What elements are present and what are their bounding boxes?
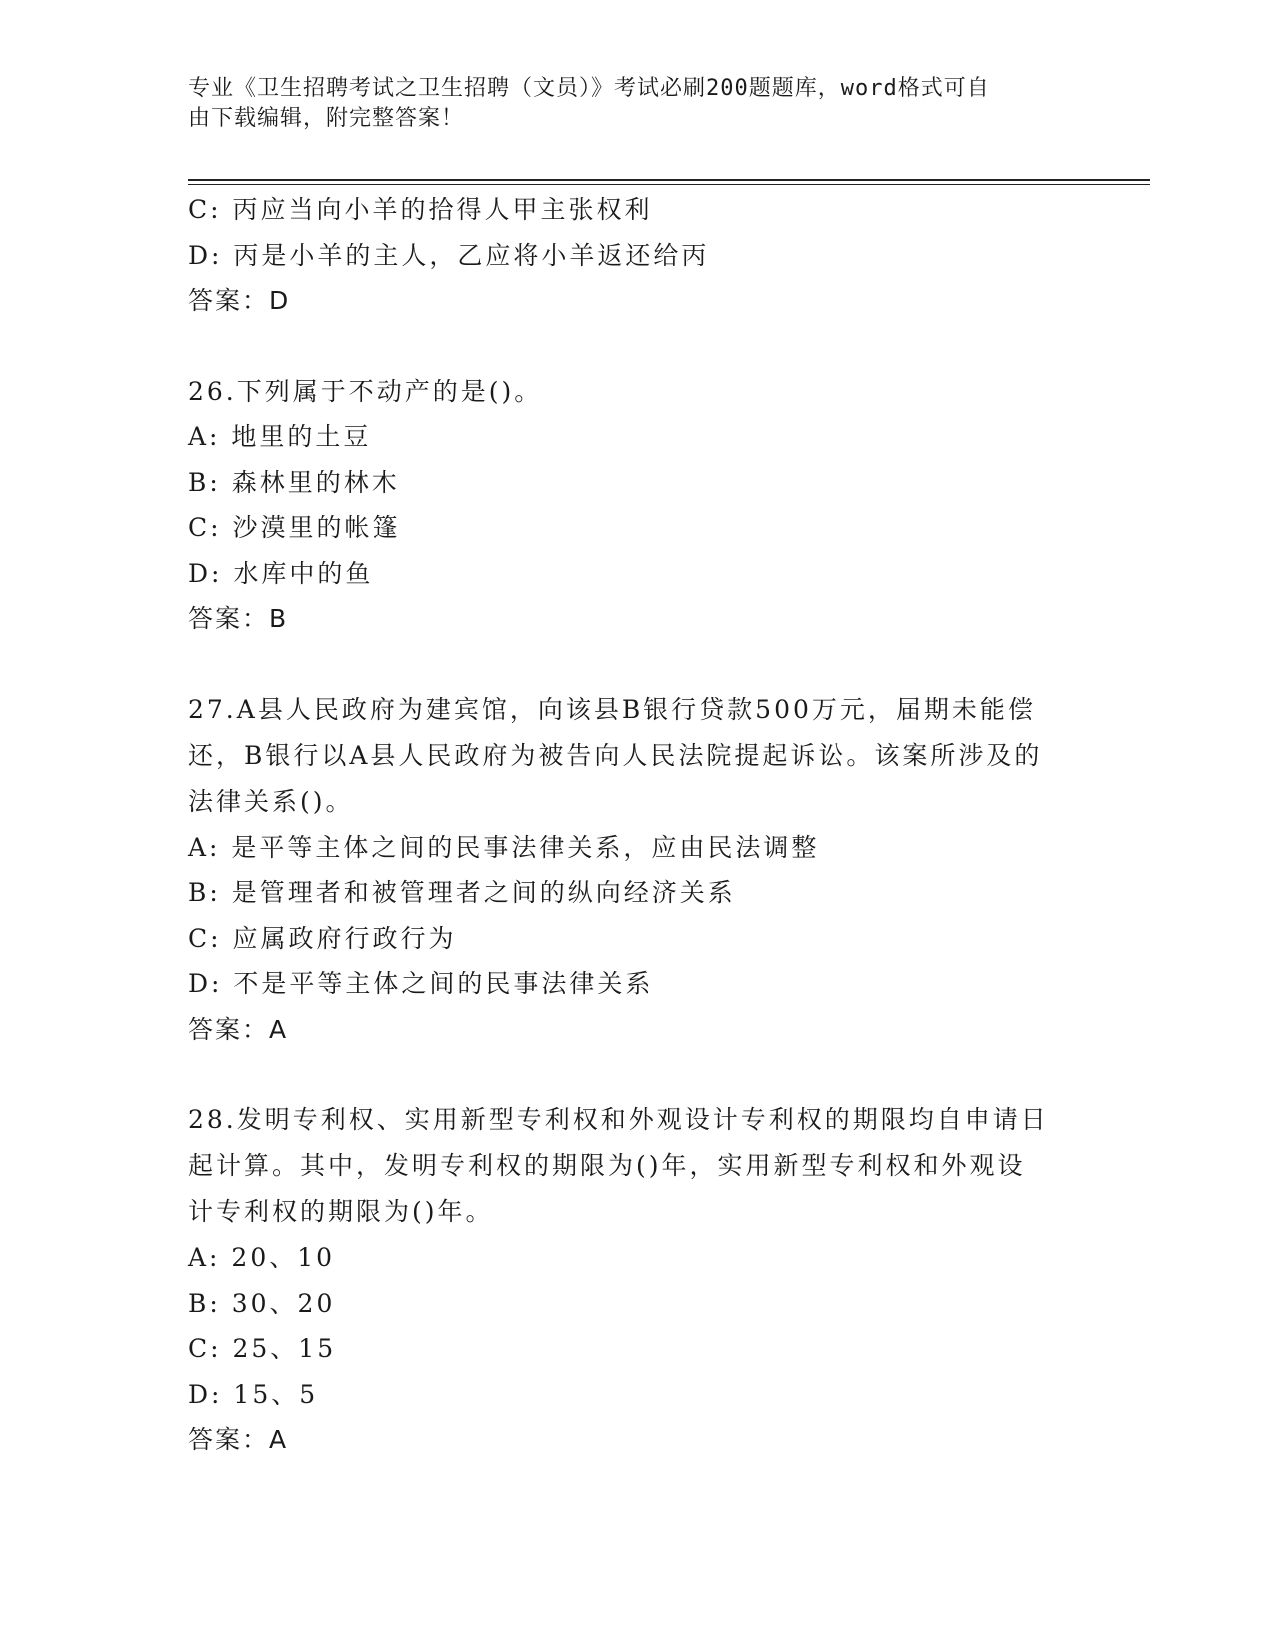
option-d: D: 不是平等主体之间的民事法律关系 xyxy=(188,969,654,998)
option-b: B: 30、20 xyxy=(188,1288,336,1318)
option-c: C: 应属政府行政行为 xyxy=(188,923,457,953)
header-line-1: 专业《卫生招聘考试之卫生招聘（文员）》考试必刷200题题库，word格式可自 xyxy=(188,76,990,101)
question-block-27 xyxy=(188,687,1088,1053)
question-stem: 28.发明专利权、实用新型专利权和外观设计专利权的期限均自申请日 xyxy=(188,1105,1049,1134)
question-stem: 计专利权的期限为()年。 xyxy=(188,1197,494,1226)
question-stem: 26.下列属于不动产的是()。 xyxy=(188,376,543,406)
option-a: A: 地里的土豆 xyxy=(188,422,372,451)
option-d: D: 水库中的鱼 xyxy=(188,558,374,588)
question-block-26 xyxy=(188,369,1088,642)
question-block-continued xyxy=(188,187,1088,324)
option-d: D: 丙是小羊的主人，乙应将小羊返还给丙 xyxy=(188,240,710,270)
option-d: D: 15、5 xyxy=(188,1379,319,1409)
option-c: C: 丙应当向小羊的拾得人甲主张权利 xyxy=(188,195,653,224)
answer-line: 答案：A xyxy=(188,1425,289,1454)
question-stem: 27.A县人民政府为建宾馆，向该县B银行贷款500万元，届期未能偿 xyxy=(188,694,1036,724)
answer-line: 答案：B xyxy=(188,604,289,633)
option-a: A: 20、10 xyxy=(188,1243,336,1272)
answer-line: 答案：D xyxy=(188,286,291,315)
header-divider-thin xyxy=(188,184,1150,185)
question-stem: 起计算。其中，发明专利权的期限为()年，实用新型专利权和外观设 xyxy=(188,1151,1026,1180)
question-stem: 法律关系()。 xyxy=(188,786,354,816)
option-b: B: 是管理者和被管理者之间的纵向经济关系 xyxy=(188,878,736,907)
header-divider-thick xyxy=(188,179,1150,181)
header-line-2: 由下载编辑，附完整答案！ xyxy=(188,106,465,131)
option-a: A: 是平等主体之间的民事法律关系，应由民法调整 xyxy=(188,832,820,862)
answer-line: 答案：A xyxy=(188,1014,289,1044)
question-stem: 还，B银行以A县人民政府为被告向人民法院提起诉讼。该案所涉及的 xyxy=(188,740,1043,770)
document-header xyxy=(188,74,1088,134)
question-block-28 xyxy=(188,1097,1088,1463)
option-c: C: 25、15 xyxy=(188,1334,337,1363)
question-list xyxy=(188,187,1088,1463)
option-c: C: 沙漠里的帐篷 xyxy=(188,513,401,542)
option-b: B: 森林里的林木 xyxy=(188,467,400,497)
